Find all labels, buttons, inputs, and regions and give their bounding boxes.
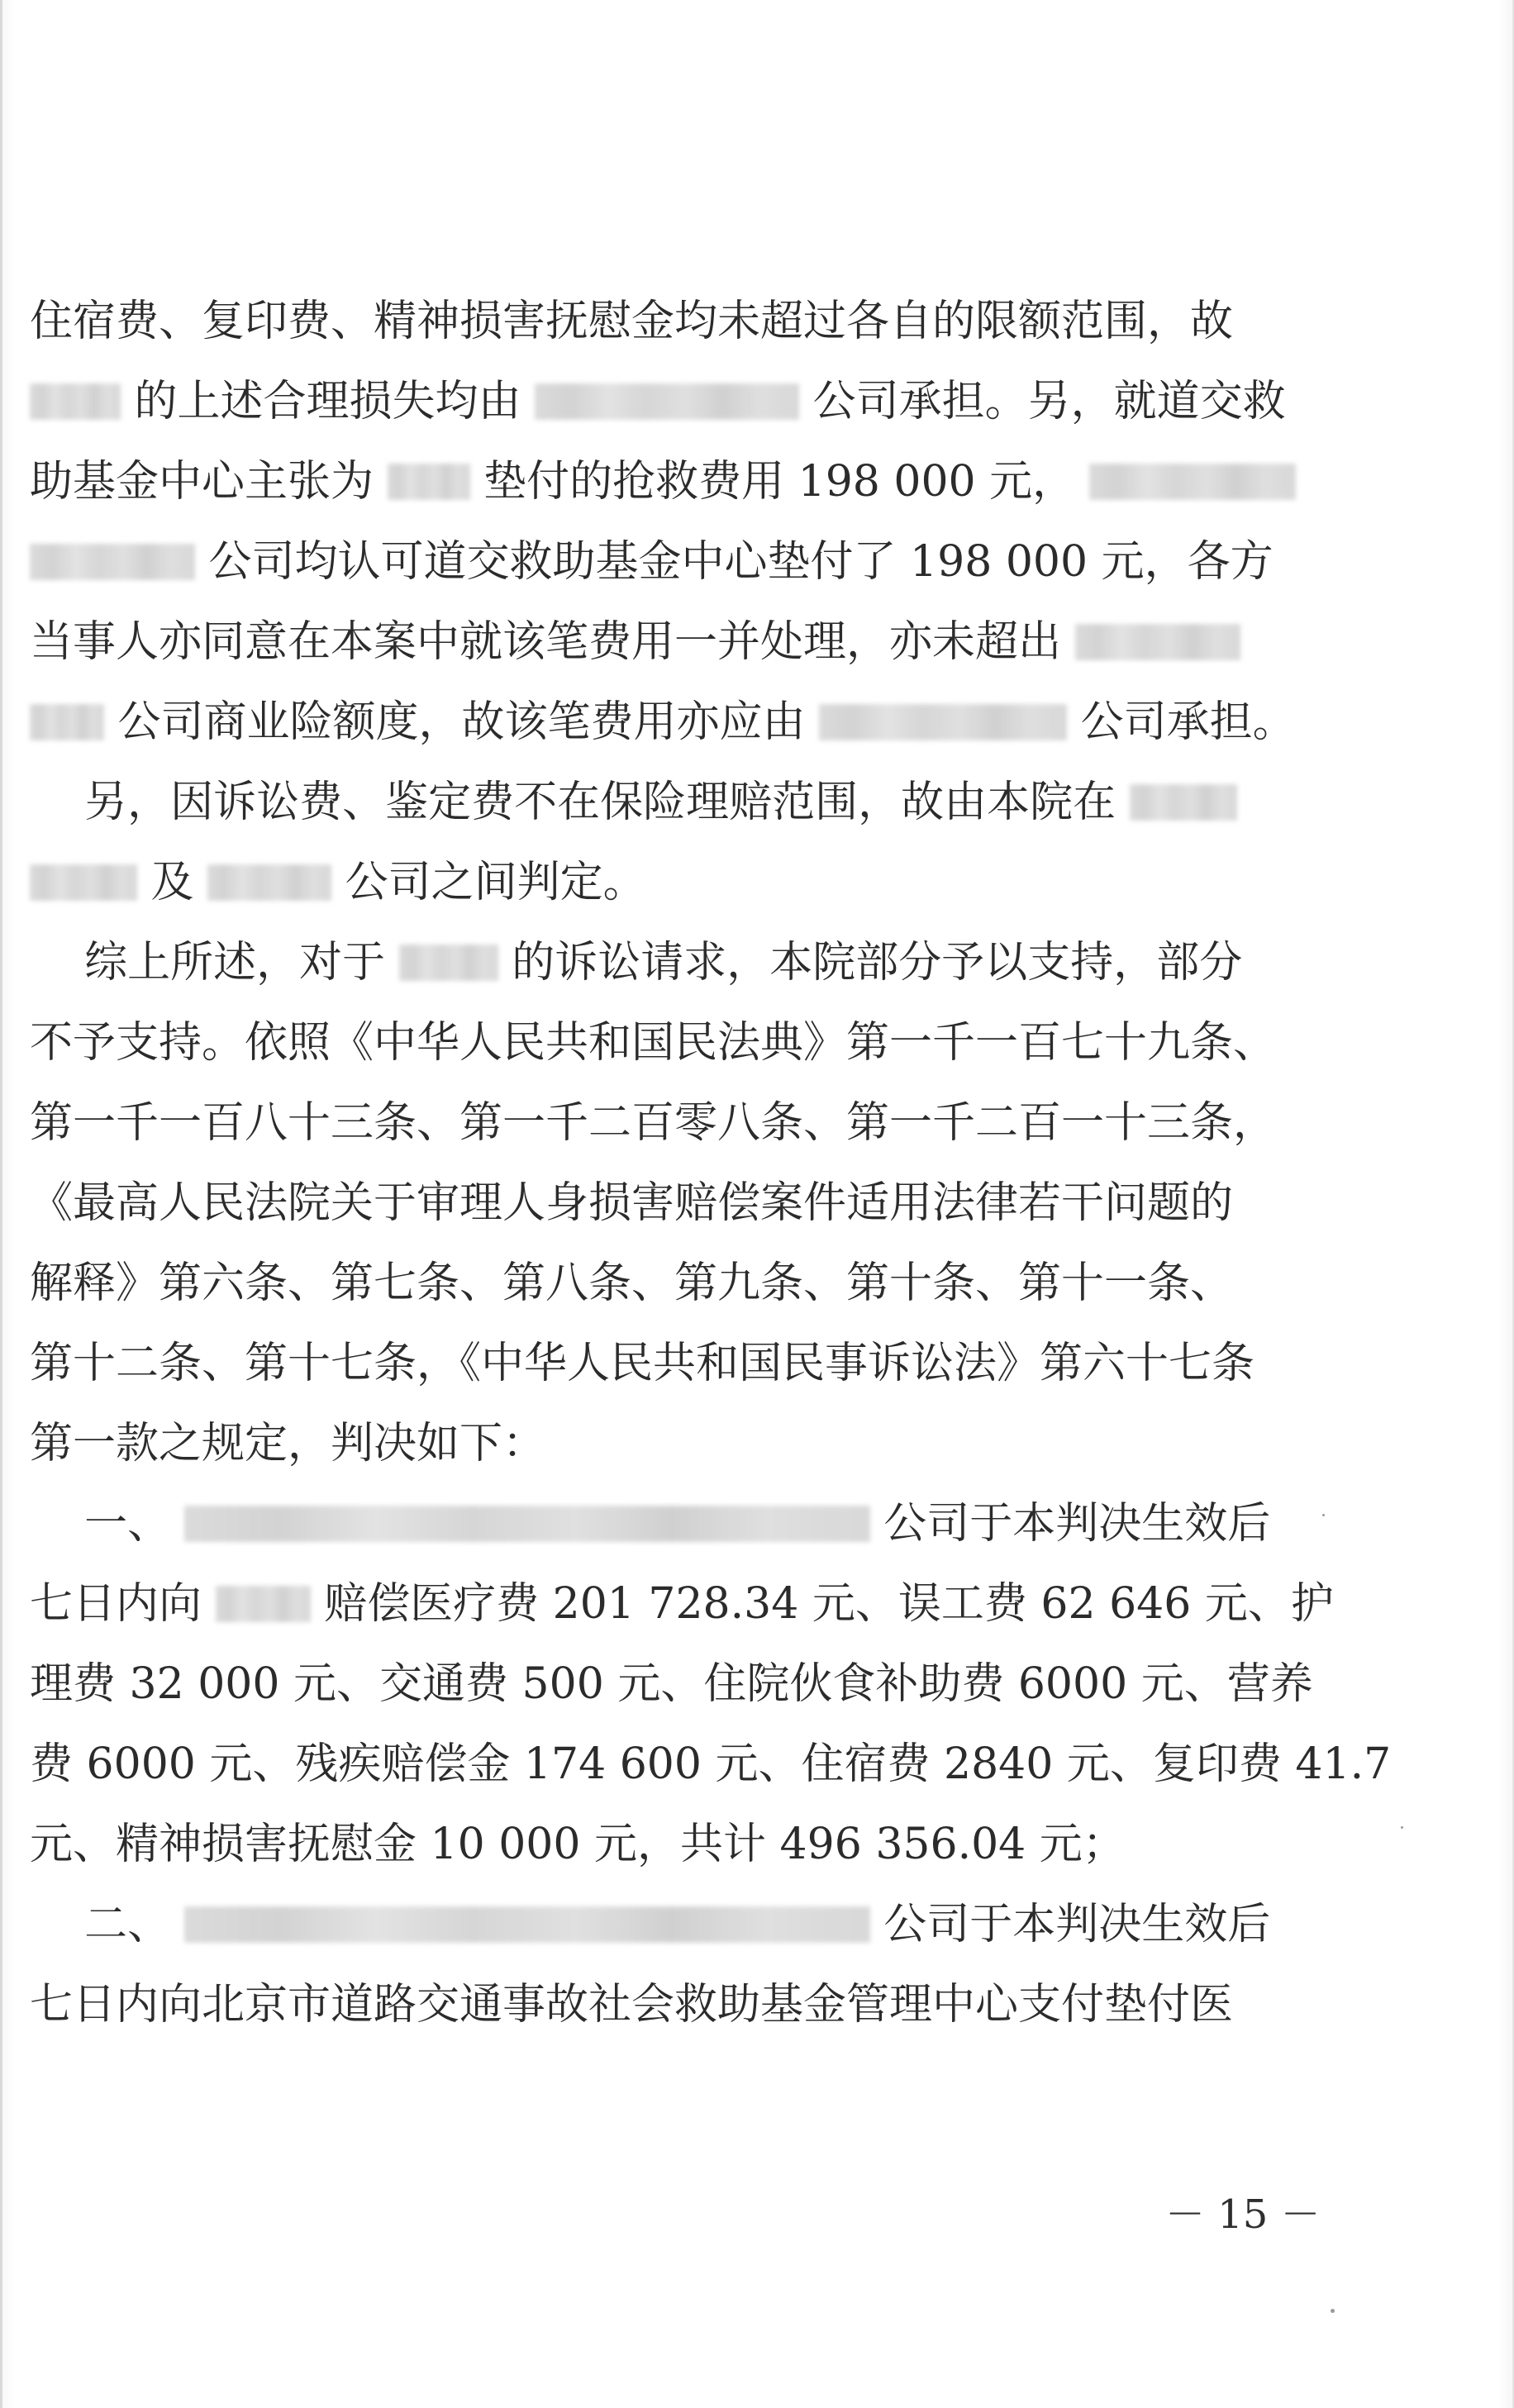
- text-segment: 另，因诉讼费、鉴定费不在保险理赔范围，故由本院在: [30, 778, 1116, 827]
- redacted-company-block: [819, 704, 1067, 740]
- text-line-2: [30, 362, 1319, 441]
- judgment-item-1-line-4: [30, 1725, 1392, 1804]
- text-segment: 第十二条、第十七条，《中华人民共和国民事诉讼法》第六十七条: [30, 1339, 1255, 1388]
- judgment-item-1-line-5: [30, 1805, 1319, 1884]
- scan-speck: [1401, 1826, 1403, 1829]
- text-segment: 的诉讼请求，本院部分予以支持，部分: [512, 938, 1243, 987]
- text-segment: 住宿费、复印费、精神损害抚慰金均未超过各自的限额范围，故: [30, 297, 1234, 346]
- page-left-edge: [0, 0, 2, 2408]
- text-line-8: [30, 843, 1319, 922]
- text-segment: 二、: [30, 1900, 171, 1949]
- redacted-company-block: [207, 864, 331, 901]
- scan-speck: [1331, 2309, 1335, 2313]
- text-segment: 第一款之规定，判决如下：: [30, 1419, 546, 1468]
- redacted-company-block: [184, 1906, 870, 1943]
- text-line-15: [30, 1404, 1319, 1483]
- text-segment: 公司承担。: [1080, 697, 1296, 747]
- text-line-6: [30, 683, 1319, 762]
- text-segment: 垫付的抢救费用 198 000 元，: [483, 457, 1076, 507]
- redacted-company-block: [1075, 624, 1240, 660]
- text-segment: 第一千一百八十三条、第一千二百零八条、第一千二百一十三条，: [30, 1098, 1277, 1148]
- text-segment: 助基金中心主张为: [30, 457, 374, 507]
- redacted-company-block: [30, 544, 195, 580]
- text-segment: 元、精神损害抚慰金 10 000 元，共计 496 356.04 元；: [30, 1820, 1126, 1869]
- text-segment: 《最高人民法院关于审理人身损害赔偿案件适用法律若干问题的: [30, 1178, 1234, 1228]
- redacted-name-block: [30, 383, 121, 420]
- redacted-name-block: [388, 464, 470, 500]
- text-line-7: [30, 763, 1319, 842]
- text-segment: 公司商业险额度，故该笔费用亦应由: [117, 697, 806, 747]
- text-segment: 公司于本判决生效后: [883, 1499, 1271, 1549]
- text-segment: 及: [150, 858, 194, 907]
- judgment-item-2-line-1: [30, 1885, 1319, 1964]
- text-segment: 综上所述，对于: [30, 938, 386, 987]
- redacted-party-block: [30, 864, 137, 901]
- scan-speck: [1322, 1514, 1325, 1516]
- text-line-9: [30, 923, 1319, 1002]
- redacted-company-block: [30, 704, 104, 740]
- judgment-item-2-line-2: [30, 1965, 1319, 2044]
- text-line-11: [30, 1083, 1319, 1163]
- text-segment: 不予支持。依照《中华人民共和国民法典》第一千一百七十九条、: [30, 1018, 1277, 1068]
- text-segment: 理费 32 000 元、交通费 500 元、住院伙食补助费 6000 元、营养: [30, 1659, 1313, 1709]
- redacted-company-block: [184, 1506, 870, 1542]
- text-line-5: [30, 602, 1319, 682]
- judgment-item-1-line-3: [30, 1644, 1319, 1724]
- text-line-3: [30, 442, 1319, 521]
- judgment-item-1-line-2: [30, 1564, 1334, 1644]
- text-line-4: [30, 522, 1319, 602]
- text-line-14: [30, 1324, 1319, 1403]
- text-segment: 解释》第六条、第七条、第八条、第九条、第十条、第十一条、: [30, 1259, 1234, 1308]
- text-segment: 当事人亦同意在本案中就该笔费用一并处理，亦未超出: [30, 617, 1062, 667]
- text-segment: 公司承担。另，就道交救: [812, 377, 1286, 426]
- page-number: － 15 －: [1165, 2191, 1321, 2238]
- text-segment: 七日内向北京市道路交通事故社会救助基金管理中心支付垫付医: [30, 1980, 1234, 2030]
- text-segment: 公司均认可道交救助基金中心垫付了 198 000 元，各方: [208, 537, 1274, 587]
- text-segment: 费 6000 元、残疾赔偿金 174 600 元、住宿费 2840 元、复印费 41.7: [30, 1739, 1392, 1789]
- text-segment: 一、: [30, 1499, 171, 1549]
- judgment-item-1-line-1: [30, 1484, 1319, 1563]
- redacted-company-block: [535, 383, 799, 420]
- text-line-10: [30, 1003, 1319, 1083]
- text-segment: 公司之间判定。: [345, 858, 646, 907]
- text-line-13: [30, 1244, 1319, 1323]
- text-segment: 公司于本判决生效后: [883, 1900, 1271, 1949]
- redacted-company-block: [1089, 464, 1296, 500]
- text-line-1: [30, 282, 1319, 361]
- redacted-party-block: [1130, 784, 1237, 821]
- text-segment: 七日内向: [30, 1579, 202, 1629]
- redacted-name-block: [399, 945, 498, 981]
- text-segment: 赔偿医疗费 201 728.34 元、误工费 62 646 元、护: [324, 1579, 1334, 1629]
- redacted-name-block: [216, 1586, 311, 1622]
- text-segment: 的上述合理损失均由: [134, 377, 521, 426]
- text-line-12: [30, 1164, 1319, 1243]
